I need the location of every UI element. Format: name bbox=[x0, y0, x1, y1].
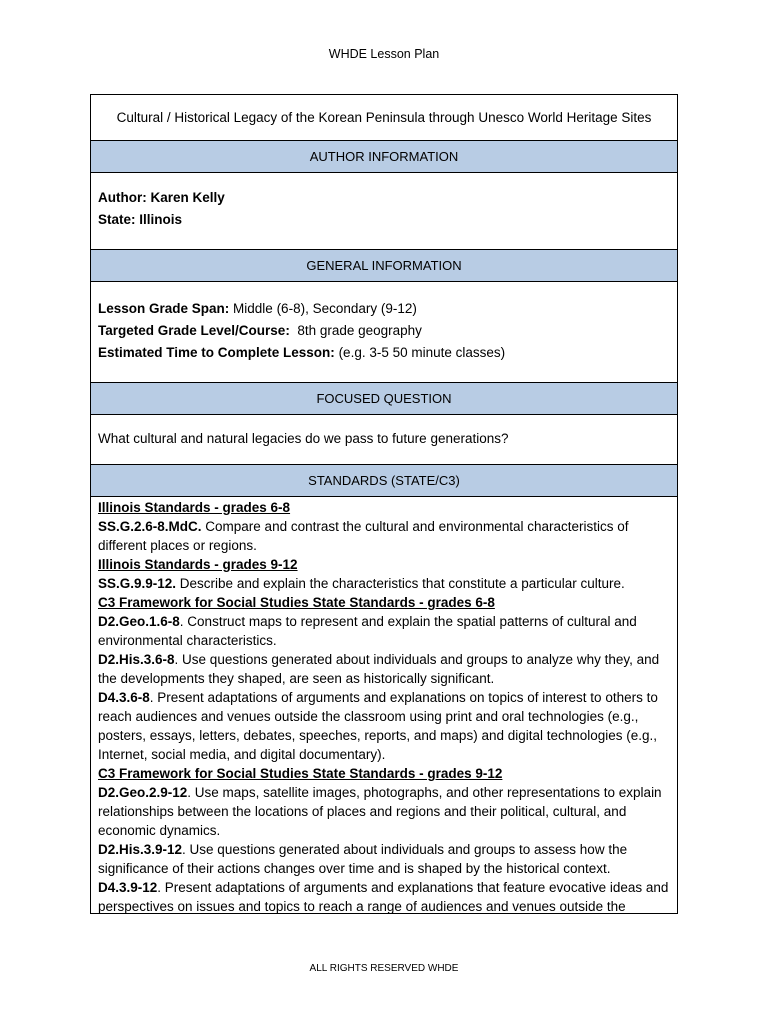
c3-912-standard-1 bbox=[98, 783, 670, 840]
c3-68-heading: C3 Framework for Social Studies State Standards - grades 6-8 bbox=[98, 595, 495, 610]
page-header: WHDE Lesson Plan bbox=[328, 47, 440, 61]
lesson-title: Cultural / Historical Legacy of the Korean Peninsula through Unesco World Heritage Sites bbox=[91, 95, 677, 141]
lesson-plan-table bbox=[90, 94, 678, 914]
author-information bbox=[91, 173, 677, 250]
standard-code: SS.G.2.6-8.MdC. bbox=[98, 519, 202, 534]
standard-code: D2.His.3.6-8 bbox=[98, 652, 175, 667]
grade-level-label: Targeted Grade Level/Course: bbox=[98, 323, 290, 338]
standard-text: . Use questions generated about individuals and groups to analyze why they, and the developments they shaped, are seen as historically significant. bbox=[98, 652, 660, 686]
focused-section-heading: FOCUSED QUESTION bbox=[91, 383, 677, 415]
standard-code: D2.Geo.1.6-8 bbox=[98, 614, 180, 629]
standard-text: . Present adaptations of arguments and explanations that feature evocative ideas and perspectives on issues and topics to reach a range of audiences and venues outside the bbox=[98, 880, 669, 914]
author-section-heading: AUTHOR INFORMATION bbox=[91, 141, 677, 173]
state-line: State: Illinois bbox=[98, 212, 183, 227]
focused-question: What cultural and natural legacies do we pass to future generations? bbox=[91, 415, 677, 465]
page-footer: ALL RIGHTS RESERVED WHDE bbox=[309, 963, 459, 974]
standard-text: Compare and contrast the cultural and environmental characteristics of different places or regions. bbox=[98, 519, 629, 553]
general-information bbox=[91, 282, 677, 383]
grade-level-value: 8th grade geography bbox=[289, 323, 422, 338]
standard-code: D4.3.6-8 bbox=[98, 690, 150, 705]
standard-text: . Use maps, satellite images, photographs, and other representations to explain relationships between the locations of places and regions and their political, cultural, and economic dynamics. bbox=[98, 785, 662, 838]
c3-68-standard-1 bbox=[98, 612, 670, 650]
grade-level-line bbox=[98, 320, 670, 342]
standard-text: . Present adaptations of arguments and explanations on topics of interest to others to reach audiences and venues outside the classroom using print and oral technologies (e.g., posters, essays, letters, debates, speeches, reports, and maps) and digital technologies (e.g., Internet, social media, and digital documentary). bbox=[98, 690, 658, 762]
c3-68-standard-2 bbox=[98, 650, 670, 688]
grade-span-label: Lesson Grade Span: bbox=[98, 301, 230, 316]
standard-text: . Construct maps to represent and explain the spatial patterns of cultural and environmental characteristics. bbox=[98, 614, 637, 648]
c3-912-standard-3 bbox=[98, 878, 670, 914]
standards-content bbox=[91, 497, 677, 914]
c3-912-standard-2 bbox=[98, 840, 670, 878]
il-68-heading: Illinois Standards - grades 6-8 bbox=[98, 500, 291, 515]
il-912-standard bbox=[98, 574, 670, 593]
il-68-standard bbox=[98, 517, 670, 555]
il-912-heading: Illinois Standards - grades 9-12 bbox=[98, 557, 298, 572]
standard-text: Describe and explain the characteristics that constitute a particular culture. bbox=[176, 576, 625, 591]
standard-code: D4.3.9-12 bbox=[98, 880, 158, 895]
time-label: Estimated Time to Complete Lesson: bbox=[98, 345, 335, 360]
grade-span-line bbox=[98, 298, 670, 320]
standard-text: . Use questions generated about individuals and groups to assess how the significance of their actions changes over time and is shaped by the historical context. bbox=[98, 842, 628, 876]
standard-code: D2.Geo.2.9-12 bbox=[98, 785, 188, 800]
time-value: (e.g. 3-5 50 minute classes) bbox=[334, 345, 506, 360]
standard-code: D2.His.3.9-12 bbox=[98, 842, 183, 857]
time-line bbox=[98, 342, 670, 364]
author-line: Author: Karen Kelly bbox=[98, 190, 225, 205]
general-section-heading: GENERAL INFORMATION bbox=[91, 250, 677, 282]
grade-span-value: Middle (6-8), Secondary (9-12) bbox=[229, 301, 417, 316]
c3-68-standard-3 bbox=[98, 688, 670, 764]
standard-code: SS.G.9.9-12. bbox=[98, 576, 177, 591]
c3-912-heading: C3 Framework for Social Studies State Standards - grades 9-12 bbox=[98, 766, 503, 781]
standards-section-heading: STANDARDS (STATE/C3) bbox=[91, 465, 677, 497]
